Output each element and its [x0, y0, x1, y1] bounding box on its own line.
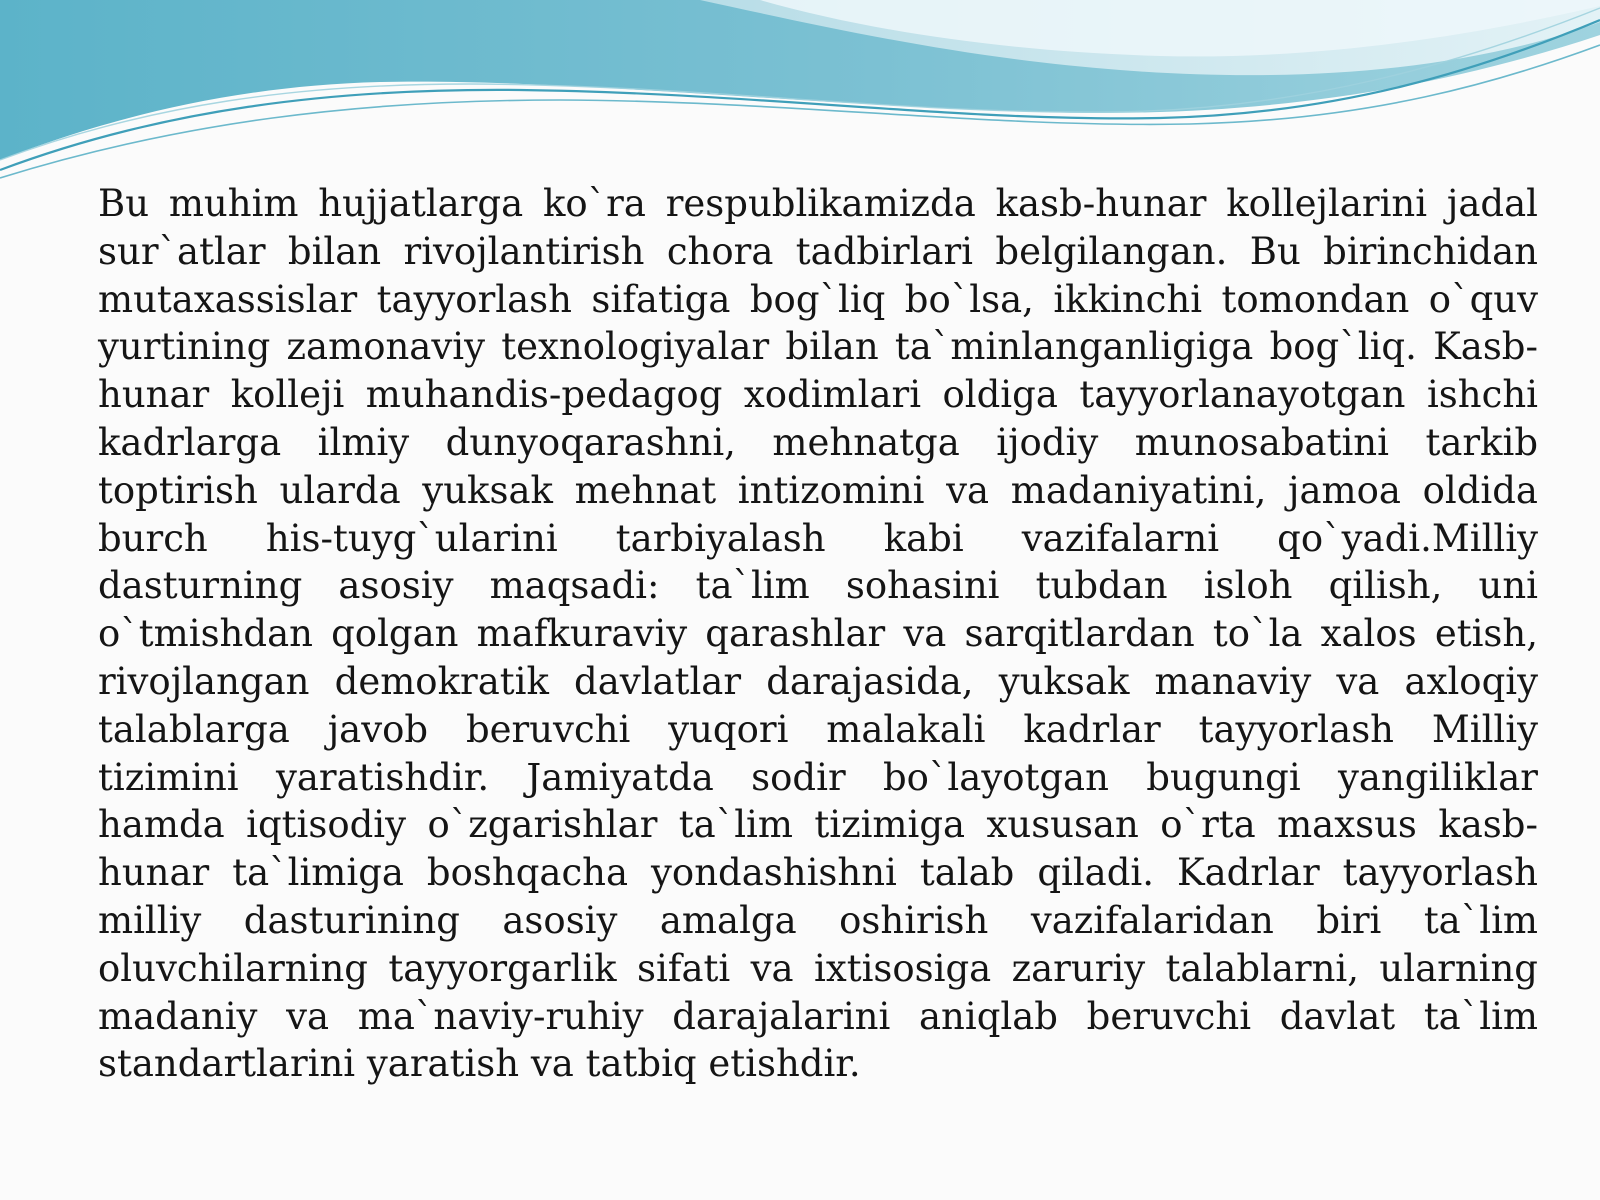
paragraph-line: hamda iqtisodiy o`zgarishlar ta`lim tizimiga xususan o`rta maxsus kasb-: [98, 803, 1538, 847]
paragraph-line: talablarga javob beruvchi yuqori malakali kadrlar tayyorlash Milliy: [98, 707, 1538, 751]
paragraph-line: sur`atlar bilan rivojlantirish chora tadbirlari belgilangan. Bu birinchidan: [98, 229, 1538, 273]
paragraph-line: burch his-tuyg`ularini tarbiyalash kabi vazifalarni qo`yadi.Milliy: [98, 516, 1538, 560]
paragraph-line: hunar kolleji muhandis-pedagog xodimlari oldiga tayyorlanayotgan ishchi: [98, 373, 1538, 417]
paragraph-line: rivojlangan demokratik davlatlar darajasida, yuksak manaviy va axloqiy: [98, 659, 1538, 703]
body-paragraph: [98, 180, 1538, 1088]
paragraph-line: Bu muhim hujjatlarga ko`ra respublikamizda kasb-hunar kollejlarini jadal: [98, 182, 1538, 225]
header-wave-decoration: [0, 0, 1600, 200]
paragraph-line: oluvchilarning tayyorgarlik sifati va ixtisosiga zaruriy talablarni, ularning: [98, 946, 1538, 990]
paragraph-line: standartlarini yaratish va tatbiq etishdir.: [98, 1042, 861, 1086]
paragraph-line: hunar ta`limiga boshqacha yondashishni talab qiladi. Kadrlar tayyorlash: [98, 851, 1538, 895]
paragraph-line: madaniy va ma`naviy-ruhiy darajalarini aniqlab beruvchi davlat ta`lim: [98, 994, 1538, 1038]
paragraph-line: o`tmishdan qolgan mafkuraviy qarashlar va sarqitlardan to`la xalos etish,: [98, 612, 1538, 656]
paragraph-line: dasturning asosiy maqsadi: ta`lim sohasini tubdan isloh qilish, uni: [98, 564, 1538, 608]
paragraph-line: mutaxassislar tayyorlash sifatiga bog`liq bo`lsa, ikkinchi tomondan o`quv: [98, 277, 1538, 321]
paragraph-line: kadrlarga ilmiy dunyoqarashni, mehnatga ijodiy munosabatini tarkib: [98, 420, 1538, 464]
paragraph-line: yurtining zamonaviy texnologiyalar bilan ta`minlanganligiga bog`liq. Kasb-: [98, 325, 1538, 369]
paragraph-line: milliy dasturining asosiy amalga oshirish vazifalaridan biri ta`lim: [98, 898, 1538, 942]
paragraph-line: toptirish ularda yuksak mehnat intizomini va madaniyatini, jamoa oldida: [98, 468, 1538, 512]
paragraph-line: tizimini yaratishdir. Jamiyatda sodir bo`layotgan bugungi yangiliklar: [98, 755, 1538, 799]
